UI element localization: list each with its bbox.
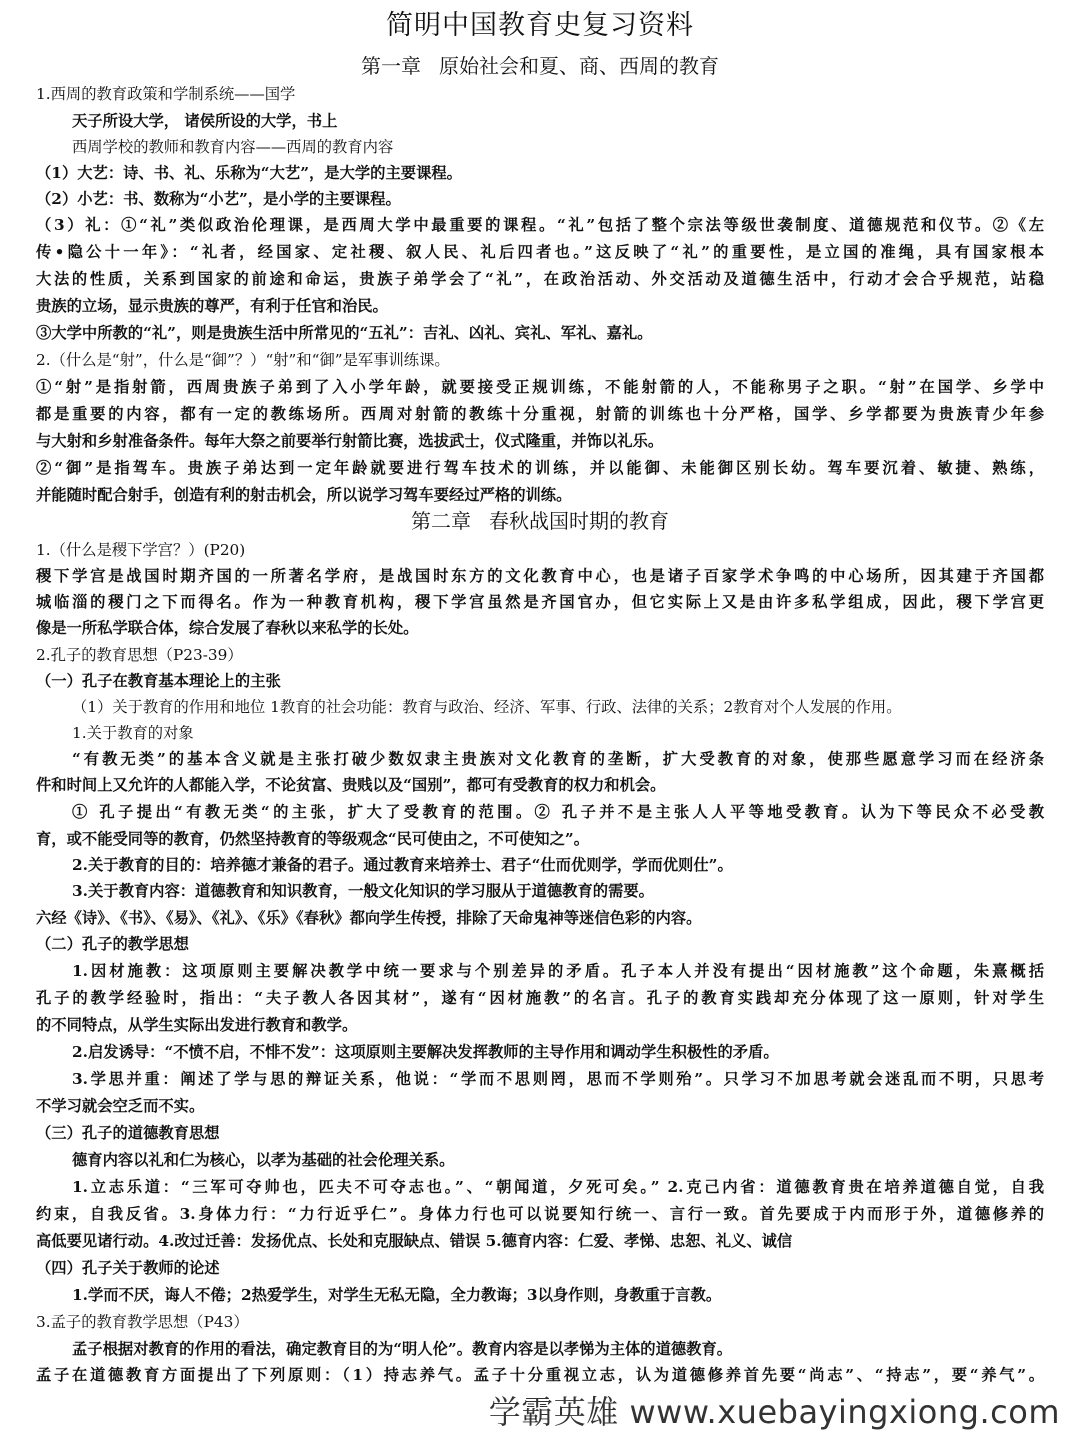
paragraph-line: （1）大艺：诗、书、礼、乐称为“大艺”，是大学的主要课程。 xyxy=(36,164,462,182)
site-watermark: 学霸英雄 www.xuebayingxiong.com xyxy=(488,1393,1060,1431)
chapter-number: 第一章 xyxy=(361,54,421,78)
paragraph-line: 与大射和乡射准备条件。每年大祭之前要举行射箭比赛，选拔武士，仪式隆重，并饰以礼乐。 xyxy=(36,432,664,450)
paragraph-line: 1.立志乐道：“三军可夺帅也，匹夫不可夺志也。”、“朝闻道，夕死可矣。” 2.克己内省：道德教育贵在培养道德自觉，自我 xyxy=(72,1178,1044,1196)
paragraph-line: 的不同特点，从学生实际出发进行教育和教学。 xyxy=(36,1016,358,1034)
chapter-title: 春秋战国时期的教育 xyxy=(489,509,669,533)
paragraph-line: 2.关于教育的目的：培养德才兼备的君子。通过教育来培养士、君子“仕而优则学，学而优则仕”。 xyxy=(72,856,733,874)
paragraph-line: 件和时间上又允许的人都能入学，不论贫富、贵贱以及“国别”，都可有受教育的权力和机会。 xyxy=(36,776,666,794)
paragraph-line: 3.关于教育内容：道德教育和知识教育，一般文化知识的学习服从于道德教育的需要。 xyxy=(72,882,654,900)
paragraph-line: 孟子在道德教育方面提出了下列原则：（1）持志养气。孟子十分重视立志，认为道德修养首先要“尚志”、“持志”，要“养气”。 xyxy=(36,1366,1044,1384)
subsection-heading: （一）孔子在教育基本理论上的主张 xyxy=(36,672,281,690)
paragraph-line: 孔子的教学经验时，指出：“夫子教人各因其材”，遂有“因材施教”的名言。孔子的教育实践却充分体现了这一原则，针对学生 xyxy=(36,989,1044,1007)
paragraph-line: （2）小艺：书、数称为“小艺”，是小学的主要课程。 xyxy=(36,190,401,208)
paragraph-line: 1.关于教育的对象 xyxy=(72,724,194,742)
paragraph-line: 3.学思并重：阐述了学与思的辩证关系，他说：“学而不思则罔，思而不学则殆”。只学习不加思考就会迷乱而不明，只思考 xyxy=(72,1070,1044,1088)
paragraph-line: 稷下学宫是战国时期齐国的一所著名学府，是战国时东方的文化教育中心，也是诸子百家学术争鸣的中心场所，因其建于齐国都 xyxy=(36,567,1044,585)
section-heading: 2.孔子的教育思想（P23-39） xyxy=(36,646,243,664)
subsection-heading: （三）孔子的道德教育思想 xyxy=(36,1124,220,1142)
chapter-heading xyxy=(0,507,1080,535)
paragraph-line: 像是一所私学联合体，综合发展了春秋以来私学的长处。 xyxy=(36,619,419,637)
paragraph-line: 不学习就会空乏而不实。 xyxy=(36,1097,205,1115)
paragraph-line: 高低要见诸行动。4.改过迁善：发扬优点、长处和克服缺点、错误 5.德育内容：仁爱、孝悌、忠恕、礼义、诚信 xyxy=(36,1232,793,1250)
paragraph-line: 育，或不能受同等的教育，仍然坚持教育的等级观念“民可使由之，不可使知之”。 xyxy=(36,830,589,848)
paragraph-line: “有教无类”的基本含义就是主张打破少数奴隶主贵族对文化教育的垄断，扩大受教育的对象，使那些愿意学习而在经济条 xyxy=(72,750,1044,768)
paragraph-line: （1）关于教育的作用和地位 1教育的社会功能：教育与政治、经济、军事、行政、法律的关系；2教育对个人发展的作用。 xyxy=(72,698,902,716)
paragraph-line: ①“射”是指射箭，西周贵族子弟到了入小学年龄，就要接受正规训练，不能射箭的人，不能称男子之职。“射”在国学、乡学中 xyxy=(36,378,1044,396)
section-heading: 1.西周的教育政策和学制系统——国学 xyxy=(36,85,296,103)
chapter-heading xyxy=(0,52,1080,80)
paragraph-line: ③大学中所教的“礼”，则是贵族生活中所常见的“五礼”：吉礼、凶礼、宾礼、军礼、嘉礼。 xyxy=(36,324,653,342)
paragraph-line: （3）礼：①“礼”类似政治伦理课，是西周大学中最重要的课程。“礼”包括了整个宗法等级世袭制度、道德规范和仪节。②《左 xyxy=(36,216,1044,234)
section-heading: 1.（什么是稷下学宫？）(P20) xyxy=(36,541,246,559)
paragraph-line: 天子所设大学， 诸侯所设的大学，书上 xyxy=(72,112,338,130)
paragraph-line: 西周学校的教师和教育内容——西周的教育内容 xyxy=(72,138,394,156)
paragraph-line: 大法的性质，关系到国家的前途和命运，贵族子弟学会了“礼”，在政治活动、外交活动及道德生活中，行动才会合乎规范，站稳 xyxy=(36,270,1044,288)
paragraph-line: 城临淄的稷门之下而得名。作为一种教育机构，稷下学宫虽然是齐国官办，但它实际上又是由许多私学组成，因此，稷下学宫更 xyxy=(36,593,1044,611)
paragraph-line: 都是重要的内容，都有一定的教练场所。西周对射箭的教练十分重视，射箭的训练也十分严格，国学、乡学都要为贵族青少年参 xyxy=(36,405,1044,423)
subsection-heading: （四）孔子关于教师的论述 xyxy=(36,1259,220,1277)
paragraph-line: 2.启发诱导：“不愤不启，不悱不发”：这项原则主要解决发挥教师的主导作用和调动学生积极性的矛盾。 xyxy=(72,1043,779,1061)
paragraph-line: 传•隐公十一年》：“礼者，经国家、定社稷、叙人民、礼后四者也。”这反映了“礼”的重要性，是立国的准绳，具有国家根本 xyxy=(36,243,1044,261)
paragraph-line: ① 孔子提出“有教无类“的主张，扩大了受教育的范围。② 孔子并不是主张人人平等地受教育。认为下等民众不必受教 xyxy=(72,803,1044,821)
subsection-heading: （二）孔子的教学思想 xyxy=(36,935,189,953)
paragraph-line: 1.学而不厌，诲人不倦；2热爱学生，对学生无私无隐，全力教诲；3以身作则，身教重于言教。 xyxy=(72,1286,722,1304)
chapter-title: 原始社会和夏、商、西周的教育 xyxy=(439,54,719,78)
paragraph-line: 孟子根据对教育的作用的看法，确定教育目的为“明人伦”。教育内容是以孝悌为主体的道德教育。 xyxy=(72,1340,733,1358)
paragraph-line: 并能随时配合射手，创造有利的射击机会，所以说学习驾车要经过严格的训练。 xyxy=(36,486,572,504)
paragraph-line: ②“御”是指驾车。贵族子弟达到一定年龄就要进行驾车技术的训练，并以能御、未能御区别长幼。驾车要沉着、敏捷、熟练， xyxy=(36,459,1044,477)
document-title: 简明中国教育史复习资料 xyxy=(386,10,694,41)
section-heading: 3.孟子的教育教学思想（P43） xyxy=(36,1313,249,1331)
chapter-number: 第二章 xyxy=(411,509,471,533)
paragraph-line: 六经《诗》、《书》、《易》、《礼》、《乐》《春秋》都向学生传授，排除了天命鬼神等迷信色彩的内容。 xyxy=(36,909,702,927)
paragraph-line: 德育内容以礼和仁为核心，以孝为基础的社会伦理关系。 xyxy=(72,1151,455,1169)
paragraph-line: 约束，自我反省。3.身体力行：“力行近乎仁”。身体力行也可以说要知行统一、言行一致。首先要成于内而形于外，道德修养的 xyxy=(36,1205,1044,1223)
paragraph-line: 1.因材施教：这项原则主要解决教学中统一要求与个别差异的矛盾。孔子本人并没有提出“因材施教”这个命题，朱熹概括 xyxy=(72,962,1044,980)
paragraph-line: 贵族的立场，显示贵族的尊严，有利于任官和治民。 xyxy=(36,297,388,315)
section-heading: 2.（什么是“射”，什么是“御”？）“射”和“御”是军事训练课。 xyxy=(36,351,450,369)
